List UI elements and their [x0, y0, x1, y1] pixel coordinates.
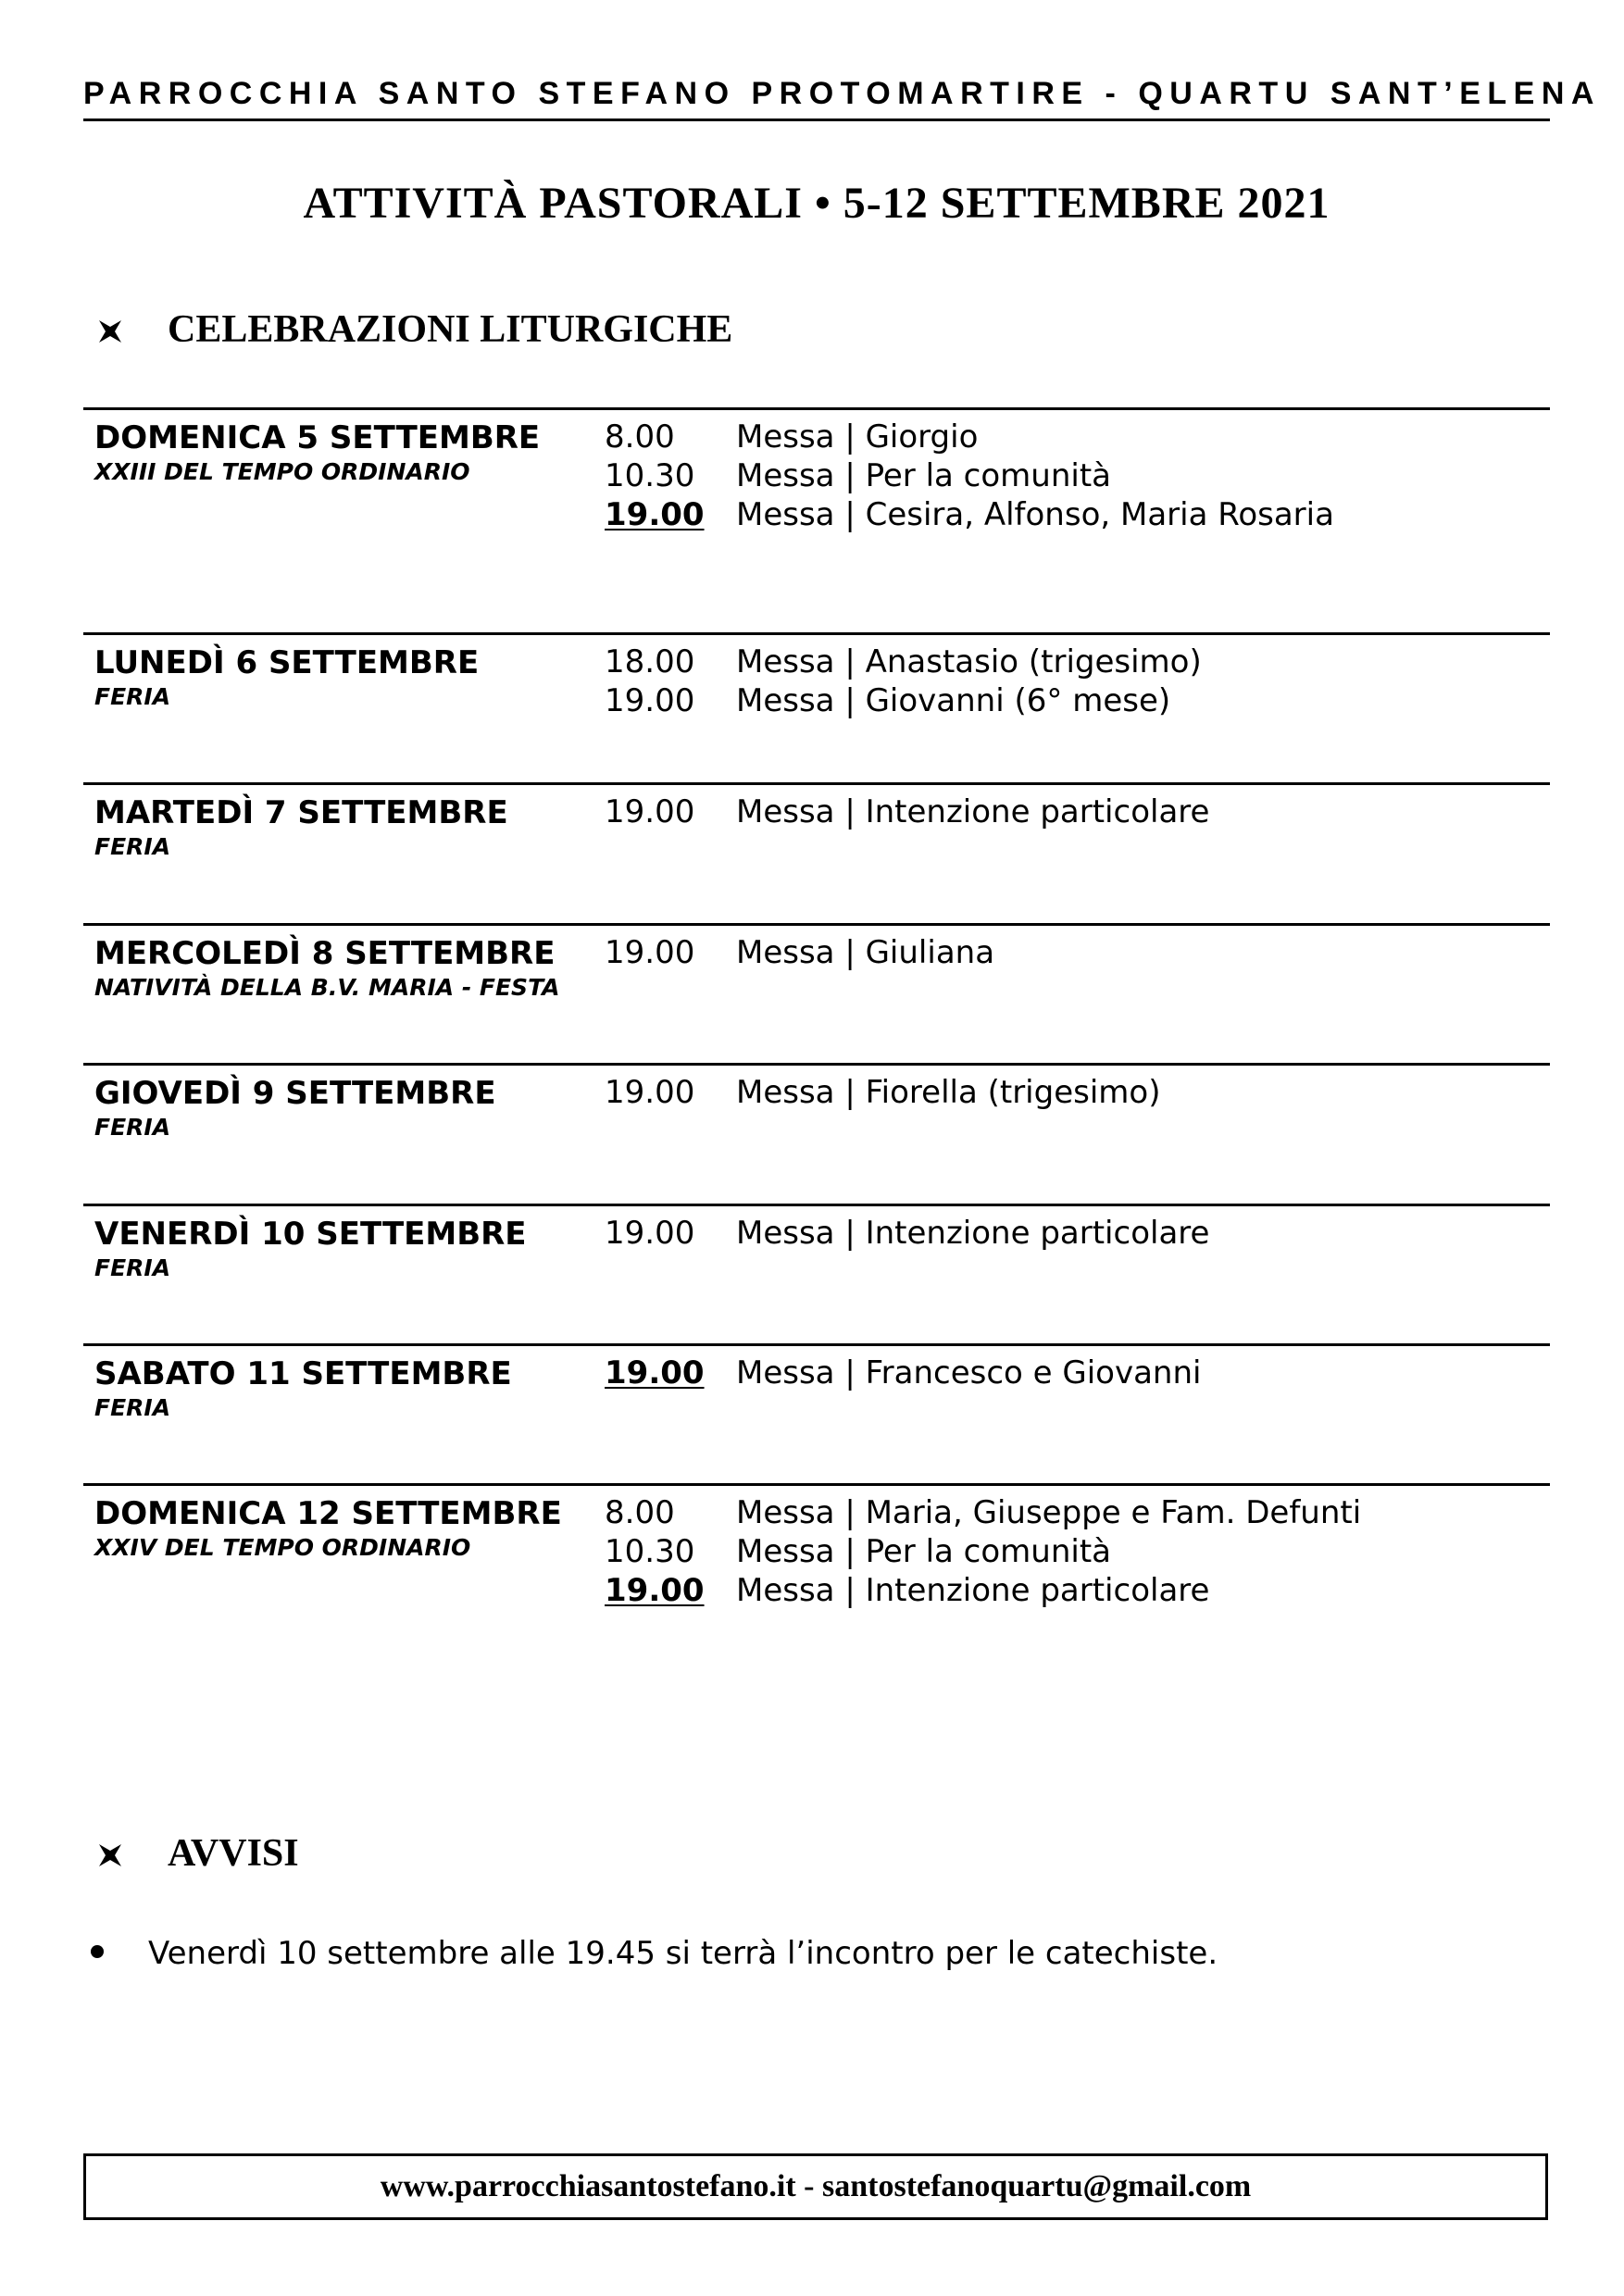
day-name: MERCOLEDÌ 8 SETTEMBRE [94, 935, 556, 972]
notice-text: Venerdì 10 settembre alle 19.45 si terrà l’incontro per le catechiste. [148, 1935, 1218, 1972]
event-list [605, 643, 1530, 720]
event-time: 19.00 [605, 1572, 705, 1609]
day-name: LUNEDÌ 6 SETTEMBRE [94, 644, 480, 681]
star-icon [97, 318, 123, 344]
event-description: Messa | Intenzione particolare [736, 1215, 1210, 1252]
event-time: 8.00 [605, 1494, 675, 1531]
liturgical-day: FERIA [94, 1254, 171, 1281]
day-name: MARTEDÌ 7 SETTEMBRE [94, 794, 508, 831]
event-description: Messa | Intenzione particolare [736, 793, 1210, 830]
event-list [605, 1493, 1530, 1610]
liturgical-day: FERIA [94, 683, 171, 710]
header-divider [83, 119, 1550, 121]
day-block [83, 632, 1550, 782]
mass-event [605, 1493, 1530, 1532]
event-description: Messa | Giorgio [736, 418, 979, 455]
event-list [605, 933, 1530, 972]
mass-event [605, 1532, 1530, 1571]
section-title: AVVISI [168, 1832, 299, 1875]
event-description: Messa | Per la comunità [736, 457, 1111, 494]
event-time: 19.00 [605, 1354, 705, 1391]
day-name: SABATO 11 SETTEMBRE [94, 1355, 512, 1392]
day-name: VENERDÌ 10 SETTEMBRE [94, 1216, 527, 1253]
day-heading [94, 933, 585, 1002]
mass-event [605, 933, 1530, 972]
mass-event [605, 643, 1530, 681]
event-time: 19.00 [605, 1215, 695, 1252]
day-heading [94, 792, 585, 861]
day-heading [94, 1493, 585, 1562]
event-list [605, 792, 1530, 831]
mass-event [605, 1571, 1530, 1610]
mass-event [605, 1214, 1530, 1253]
event-time: 19.00 [605, 496, 705, 533]
event-list [605, 1214, 1530, 1253]
mass-event [605, 456, 1530, 495]
page-title: ATTIVITÀ PASTORALI • 5-12 SETTEMBRE 2021 [303, 179, 1330, 228]
event-time: 8.00 [605, 418, 675, 455]
event-time: 10.30 [605, 1533, 695, 1570]
mass-event [605, 495, 1530, 534]
mass-event [605, 1073, 1530, 1112]
day-name: DOMENICA 12 SETTEMBRE [94, 1495, 562, 1532]
event-time: 18.00 [605, 643, 695, 680]
bullet-icon [91, 1945, 104, 1958]
footer-contact-box [83, 2153, 1548, 2220]
day-block [83, 1204, 1550, 1343]
day-heading [94, 418, 585, 486]
event-description: Messa | Per la comunità [736, 1533, 1111, 1570]
event-time: 19.00 [605, 1074, 695, 1111]
event-time: 10.30 [605, 457, 695, 494]
liturgical-day: NATIVITÀ DELLA B.V. MARIA - FESTA [94, 974, 560, 1001]
event-description: Messa | Giovanni (6° mese) [736, 682, 1171, 719]
liturgical-day: FERIA [94, 1114, 171, 1141]
event-list [605, 1073, 1530, 1112]
day-block [83, 1063, 1550, 1204]
footer-contact: www.parrocchiasantostefano.it - santostefanoquartu@gmail.com [380, 2169, 1252, 2203]
day-name: GIOVEDÌ 9 SETTEMBRE [94, 1075, 496, 1112]
day-block [83, 923, 1550, 1063]
liturgical-day: XXIV DEL TEMPO ORDINARIO [94, 1534, 471, 1561]
event-description: Messa | Maria, Giuseppe e Fam. Defunti [736, 1494, 1362, 1531]
mass-event [605, 792, 1530, 831]
event-description: Messa | Fiorella (trigesimo) [736, 1074, 1161, 1111]
star-icon [97, 1842, 123, 1868]
event-description: Messa | Anastasio (trigesimo) [736, 643, 1202, 680]
event-list [605, 418, 1530, 534]
event-list [605, 1354, 1530, 1392]
event-time: 19.00 [605, 793, 695, 830]
day-heading [94, 1354, 585, 1422]
day-block [83, 407, 1550, 632]
celebrations-schedule [83, 407, 1550, 1613]
liturgical-day: FERIA [94, 1394, 171, 1421]
mass-event [605, 681, 1530, 720]
parish-header: PARROCCHIA SANTO STEFANO PROTOMARTIRE - QUARTU SANT’ELENA [83, 76, 1601, 111]
day-heading [94, 1073, 585, 1142]
event-description: Messa | Francesco e Giovanni [736, 1354, 1202, 1391]
event-description: Messa | Cesira, Alfonso, Maria Rosaria [736, 496, 1334, 533]
day-block [83, 1343, 1550, 1483]
mass-event [605, 1354, 1530, 1392]
section-title: CELEBRAZIONI LITURGICHE [168, 308, 733, 351]
event-time: 19.00 [605, 934, 695, 971]
day-block [83, 1483, 1550, 1613]
event-time: 19.00 [605, 682, 695, 719]
day-block [83, 782, 1550, 923]
day-name: DOMENICA 5 SETTEMBRE [94, 419, 541, 456]
event-description: Messa | Giuliana [736, 934, 995, 971]
mass-event [605, 418, 1530, 456]
liturgical-day: FERIA [94, 833, 171, 860]
day-heading [94, 1214, 585, 1282]
liturgical-day: XXIII DEL TEMPO ORDINARIO [94, 458, 470, 485]
event-description: Messa | Intenzione particolare [736, 1572, 1210, 1609]
day-heading [94, 643, 585, 711]
